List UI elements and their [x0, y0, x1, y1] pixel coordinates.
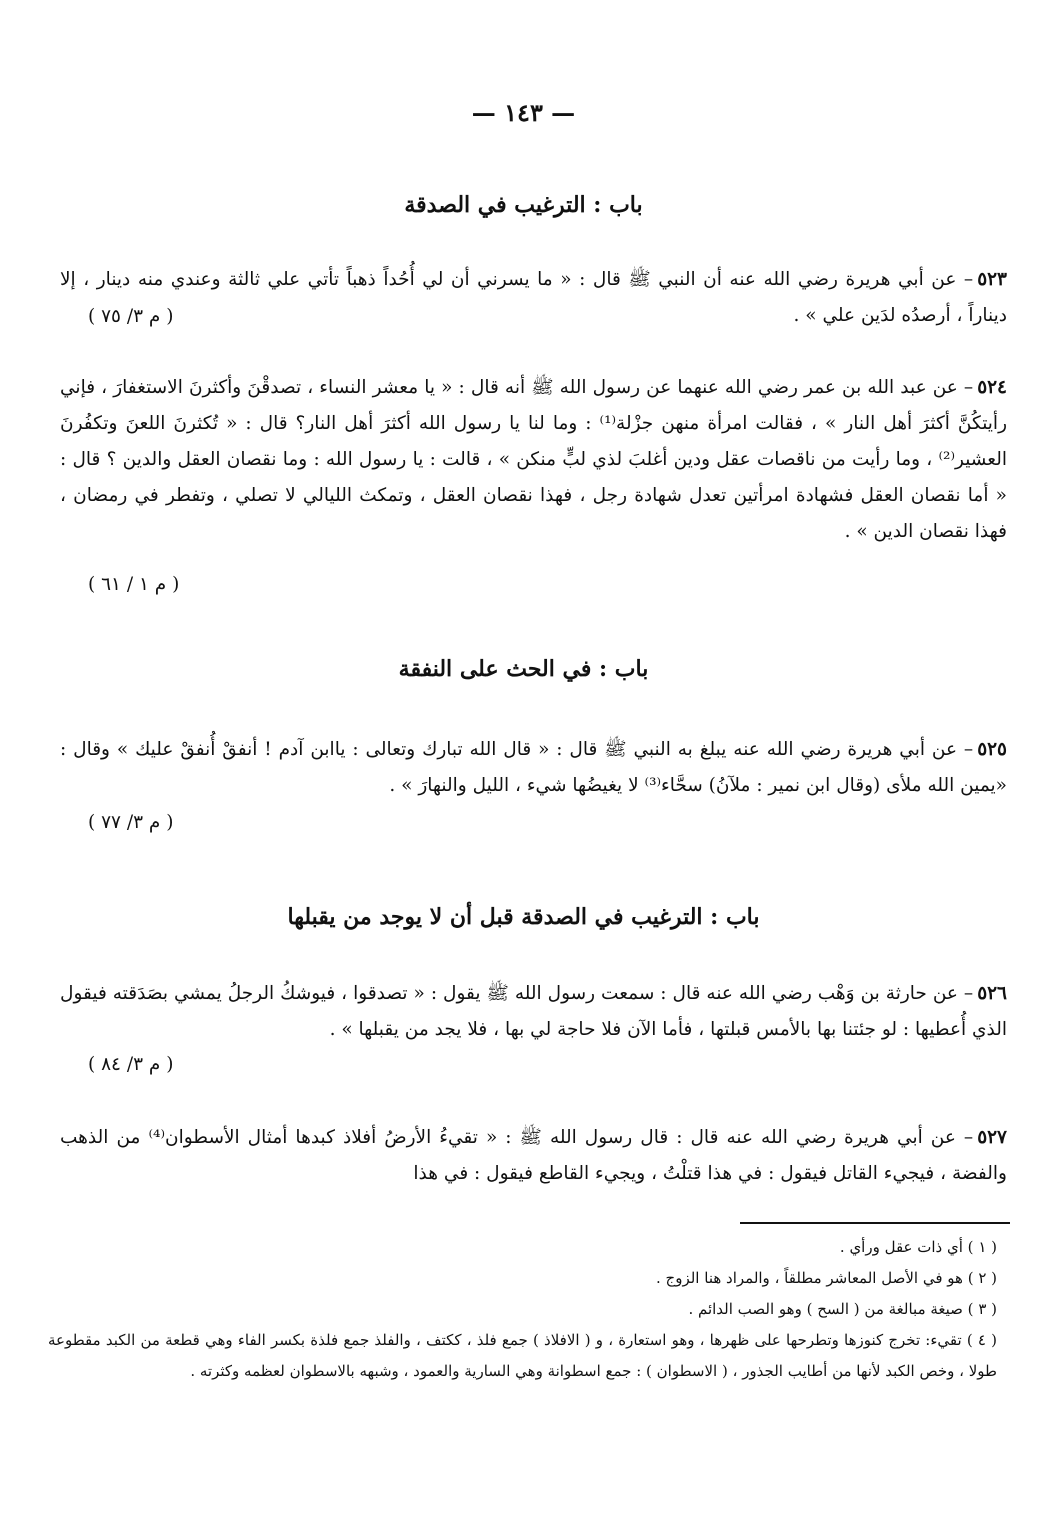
section-heading: باب : في الحث على النفقة [398, 656, 649, 682]
footnotes [48, 1232, 997, 1387]
hadith-text: – عن أبي هريرة رضي الله عنه قال : قال رسول الله ﷺ : « تقيءُ الأرضُ أفلاذ كبدها أمثال الأسطوان⁽⁴⁾ من الذهب والفضة ، فيجيء القاتل فيقول : في هذا قتلْتُ ، ويجيء القاطع فيقول : في هذا [60, 1127, 1007, 1184]
section-heading: باب : الترغيب في الصدقة قبل أن لا يوجد من يقبلها [287, 904, 760, 930]
hadith-text: – عن عبد الله بن عمر رضي الله عنهما عن رسول الله ﷺ أنه قال : « يا معشر النساء ، تصدقْنَ وأكثرنَ الاستغفارَ ، فإني رأيتكُنَّ أكثرَ أهل النار » ، فقالت امرأة منهن جزْلة⁽¹⁾ : وما لنا يا رسول الله أكثرَ أهل النار؟ قال : « تُكثرنَ اللعنَ وتكفُرنَ العشير⁽²⁾ ، وما رأيت من ناقصات عقل ودين أغلبَ لذي لبٍّ منكن » ، قالت : يا رسول الله : وما نقصان العقل والدين ؟ قال : « أما نقصان العقل فشهادة امرأتين تعدل شهادة رجل ، فهذا نقصان العقل ، وتمكث الليالي لا تصلي ، وتفطر في رمضان ، فهذا نقصان الدين » . [60, 377, 1008, 542]
footnote: ( ١ ) أي ذات عقل ورأي . [839, 1238, 997, 1256]
hadith-text: – عن أبي هريرة رضي الله عنه أن النبي ﷺ قال : « ما يسرني أن لي أُحُداً ذهباً تأتي علي ثالثة وعندي منه دينار ، إلا ديناراً ، أرصدُه لدَين علي » . [60, 269, 1007, 326]
hadith-text: – عن أبي هريرة رضي الله عنه يبلغ به النبي ﷺ قال : « قال الله تبارك وتعالى : ياابن آدم ! أنفقْ أُنفقْ عليك » وقال : «يمين الله ملأى (وقال ابن نمير : ملآنُ) سحَّاء⁽³⁾ لا يغيضُها شيء ، الليل والنهارَ » . [60, 739, 1007, 796]
footnote: ( ٣ ) صيغة مبالغة من ( السح ) وهو الصب الدائم . [688, 1300, 997, 1318]
hadith-number: ٥٢٤ [977, 377, 1007, 398]
hadith-entry [60, 1120, 1007, 1192]
hadith-entry [60, 976, 1007, 1048]
hadith-number: ٥٢٦ [977, 983, 1007, 1004]
hadith-reference: ( م ٣/ ٧٥ ) [88, 306, 174, 327]
hadith-text: – عن حارثة بن وَهْب رضي الله عنه قال : سمعت رسول الله ﷺ يقول : « تصدقوا ، فيوشكُ الرجلُ يمشي بصَدَقته فيقول الذي أُعطيها : لو جئتنا بها بالأمس قبلتها ، فأما الآن فلا حاجة لي بها ، فلا يجد من يقبلها » . [60, 983, 1007, 1040]
hadith-reference: ( م ٣/ ٨٤ ) [88, 1054, 174, 1075]
hadith-number: ٥٢٣ [977, 269, 1007, 290]
hadith-reference: ( م ٣/ ٧٧ ) [88, 812, 174, 833]
page-number: — ١٤٣ — [471, 98, 576, 127]
footnote: ( ٢ ) هو في الأصل المعاشر مطلقاً ، والمراد هنا الزوج . [656, 1269, 997, 1287]
hadith-entry [60, 732, 1007, 804]
footnote: ( ٤ ) تقيء: تخرج كنوزها وتطرحها على ظهرها ، وهو استعارة ، و ( الافلاذ ) جمع فلذ ، ككتف ، والفلذ جمع فلذة بكسر الفاء وهي قطعة من الكبد مقطوعة طولا ، وخص الكبد لأنها من أطايب الجذور ، ( الاسطوان ) : جمع اسطوانة وهي السارية والعمود ، وشبهه بالاسطوان لعظمه وكثرته . [48, 1331, 998, 1380]
hadith-number: ٥٢٧ [977, 1127, 1007, 1148]
section-heading: باب : الترغيب في الصدقة [404, 192, 643, 218]
hadith-entry [60, 370, 1007, 550]
footnote-divider [740, 1222, 1010, 1224]
hadith-number: ٥٢٥ [977, 739, 1007, 760]
hadith-entry [60, 262, 1007, 334]
hadith-reference: ( م ١ / ٦١ ) [88, 574, 180, 595]
